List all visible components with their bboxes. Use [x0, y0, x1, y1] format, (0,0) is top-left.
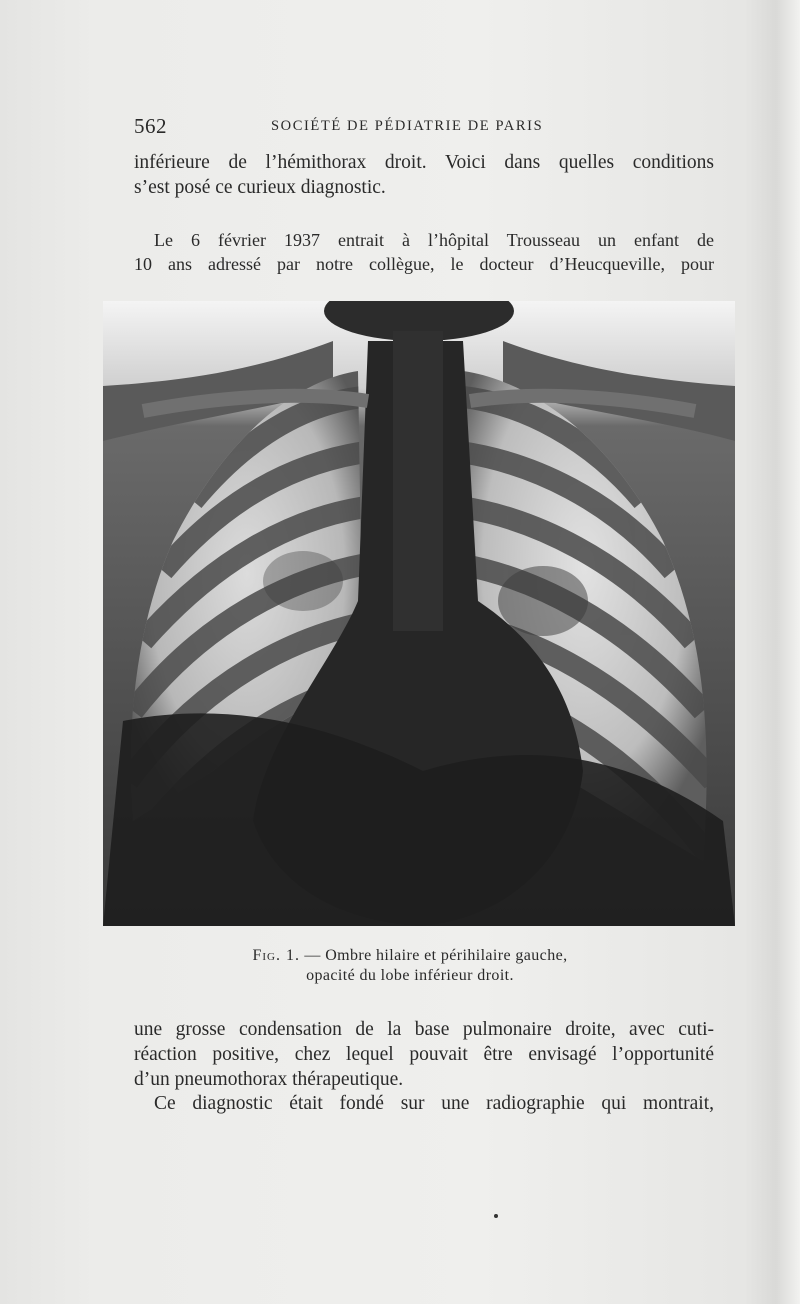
- figure-caption: [200, 946, 620, 986]
- paragraph-case-opening: [134, 228, 714, 276]
- paragraph-intro: [134, 150, 714, 200]
- figure-label: Fig. 1.: [252, 947, 300, 964]
- page-number: 562: [134, 114, 167, 138]
- chest-radiograph-figure: [103, 301, 735, 926]
- caption-text-2: opacité du lobe inférieur droit.: [306, 967, 514, 984]
- chest-xray-image: [103, 301, 735, 926]
- text-line: réaction positive, chez lequel pouvait être envisagé l’opportunité: [134, 1044, 714, 1065]
- text-line: 10 ans adressé par notre collègue, le docteur d’Heucqueville, pour: [134, 254, 714, 274]
- page-header: [134, 114, 574, 138]
- paragraph-condensation: [134, 1017, 714, 1092]
- print-speck: [494, 1214, 498, 1218]
- text-line: Ce diagnostic était fondé sur une radiographie qui montrait,: [154, 1093, 714, 1114]
- text-line: inférieure de l’hémithorax droit. Voici dans quelles conditions: [134, 152, 714, 173]
- running-head: SOCIÉTÉ DE PÉDIATRIE DE PARIS: [271, 118, 544, 134]
- caption-text-1: — Ombre hilaire et périhilaire gauche,: [300, 947, 568, 964]
- text-line: d’un pneumothorax thérapeutique.: [134, 1069, 404, 1090]
- text-line: s’est posé ce curieux diagnostic.: [134, 177, 386, 198]
- text-line: une grosse condensation de la base pulmonaire droite, avec cuti-: [134, 1019, 714, 1040]
- paragraph-diagnosis: [134, 1091, 714, 1116]
- text-line: Le 6 février 1937 entrait à l’hôpital Trousseau un enfant de: [154, 230, 714, 250]
